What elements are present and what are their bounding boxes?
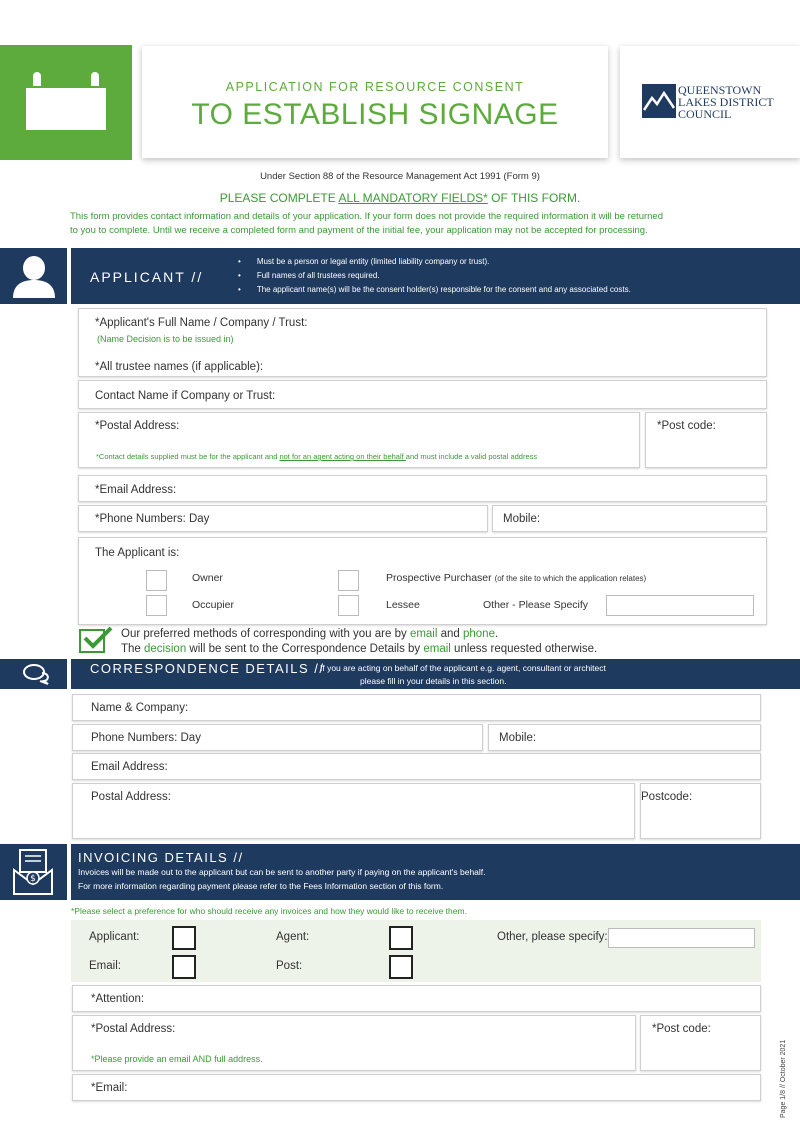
- applicant-phone-field[interactable]: [78, 505, 488, 532]
- chat-bubbles-icon: [22, 663, 52, 685]
- invoice-postal-field[interactable]: [72, 1015, 636, 1071]
- applicant-email-field[interactable]: [78, 475, 767, 502]
- other-specify-input[interactable]: [606, 595, 754, 616]
- invoice-email-label: Email:: [89, 960, 121, 972]
- page-number: Page 1/8 // October 2021: [780, 1039, 787, 1118]
- invoice-applicant-checkbox[interactable]: [172, 926, 196, 950]
- purchaser-label: Prospective Purchaser (of the site to which the application relates): [386, 572, 647, 584]
- contact-name-field[interactable]: [78, 380, 767, 409]
- email-label: *Email Address:: [95, 484, 177, 496]
- postal-label: *Postal Address:: [95, 420, 180, 432]
- lessee-checkbox[interactable]: [338, 595, 359, 616]
- form-supertitle: APPLICATION FOR RESOURCE CONSENT: [225, 80, 525, 94]
- mountain-logo-icon: [642, 84, 676, 118]
- invoice-email-checkbox[interactable]: [172, 955, 196, 979]
- corr-phone-field[interactable]: [72, 724, 483, 751]
- sign-icon: [26, 88, 106, 130]
- invoice-other-input[interactable]: [608, 928, 755, 948]
- trustees-label: *All trustee names (if applicable):: [95, 361, 264, 373]
- phone-label: *Phone Numbers: Day: [95, 513, 210, 525]
- attention-field[interactable]: [72, 985, 761, 1012]
- correspondence-note-1: If you are acting on behalf of the applicant e.g. agent, consultant or architect: [320, 663, 606, 673]
- applicant-type-box: [78, 537, 767, 625]
- sign-post-right: [91, 72, 99, 86]
- applicant-bullets: • Must be a person or legal entity (limited liability company or trust). • Full names of all trustees required. • The applicant name(s) will be the consent holder(s) responsible for the consent and any associated costs.: [258, 255, 631, 297]
- invoice-agent-label: Agent:: [276, 931, 310, 943]
- svg-text:$: $: [30, 874, 36, 884]
- applicant-mobile-field[interactable]: [492, 505, 767, 532]
- corr-postcode-label: Postcode:: [641, 791, 693, 803]
- correspondence-note-2: please fill in your details in this section.: [360, 676, 507, 686]
- preferred-checkmark-box: [79, 629, 105, 653]
- corr-phone-label: Phone Numbers: Day: [91, 732, 201, 744]
- council-logo-card: [620, 46, 800, 158]
- occupier-checkbox[interactable]: [146, 595, 167, 616]
- invoice-post-checkbox[interactable]: [389, 955, 413, 979]
- corr-name-label: Name & Company:: [91, 702, 189, 714]
- invoice-post-label: Post:: [276, 960, 303, 972]
- corr-postal-field[interactable]: [72, 783, 635, 839]
- applicant-postcode-field[interactable]: [645, 412, 767, 468]
- applicant-icon-cell: [0, 248, 67, 304]
- applicant-name-field[interactable]: [78, 308, 767, 377]
- invoice-postcode-field[interactable]: [640, 1015, 761, 1071]
- invoicing-line-2: For more information regarding payment please refer to the Fees Information section of this form.: [78, 881, 444, 891]
- applicant-header-bar: [71, 248, 800, 304]
- corr-email-label: Email Address:: [91, 761, 168, 773]
- complete-instruction: PLEASE COMPLETE ALL MANDATORY FIELDS* OF THIS FORM.: [219, 191, 581, 205]
- corr-postal-label: Postal Address:: [91, 791, 171, 803]
- corr-postcode-field[interactable]: [640, 783, 761, 839]
- invoice-postal-label: *Postal Address:: [91, 1023, 176, 1035]
- other-label: Other - Please Specify: [483, 599, 589, 611]
- correspondence-title: CORRESPONDENCE DETAILS //: [90, 661, 325, 676]
- invoice-postal-note: *Please provide an email AND full address.: [91, 1054, 263, 1064]
- correspondence-icon-cell: [0, 659, 67, 689]
- mobile-label: Mobile:: [503, 513, 541, 525]
- contact-name-label: Contact Name if Company or Trust:: [95, 390, 276, 402]
- applicant-type-label: The Applicant is:: [95, 547, 180, 559]
- invoice-other-label: Other, please specify:: [497, 931, 608, 943]
- occupier-label: Occupier: [192, 599, 235, 611]
- corr-mobile-label: Mobile:: [499, 732, 537, 744]
- invoicing-icon-cell: [0, 844, 67, 900]
- invoice-email-field-label: *Email:: [91, 1082, 128, 1094]
- applicant-title: APPLICANT //: [90, 269, 204, 285]
- invoice-email-field[interactable]: [72, 1074, 761, 1101]
- sign-post-left: [33, 72, 41, 86]
- postcode-label: *Post code:: [657, 420, 716, 432]
- owner-checkbox[interactable]: [146, 570, 167, 591]
- lessee-label: Lessee: [386, 599, 420, 611]
- invoice-applicant-label: Applicant:: [89, 931, 140, 943]
- postal-note: *Contact details supplied must be for the applicant and not for an agent acting on their behalf and must include a valid postal address: [96, 452, 538, 461]
- invoice-postcode-label: *Post code:: [652, 1023, 711, 1035]
- invoicing-header-bar: [71, 844, 800, 900]
- purchaser-checkbox[interactable]: [338, 570, 359, 591]
- correspondence-header-bar: [71, 659, 800, 689]
- checkmark-icon: [83, 626, 113, 650]
- intro-paragraph: This form provides contact information and details of your application. If your form does not provide the required information it will be returned to you to complete. Until we receive a completed form and payment of the initial fee, your application may not be accepted for processing.: [70, 211, 663, 236]
- council-logo-text: QUEENSTOWN LAKES DISTRICT COUNCIL: [678, 83, 774, 121]
- section-reference: Under Section 88 of the Resource Management Act 1991 (Form 9): [260, 171, 540, 182]
- applicant-name-note: (Name Decision is to be issued in): [97, 334, 234, 344]
- invoice-select-note: *Please select a preference for who should receive any invoices and how they would like to receive them.: [71, 906, 467, 916]
- invoicing-title: INVOICING DETAILS //: [78, 850, 244, 865]
- attention-label: *Attention:: [91, 993, 145, 1005]
- invoice-agent-checkbox[interactable]: [389, 926, 413, 950]
- person-icon: [11, 254, 57, 298]
- owner-label: Owner: [192, 572, 223, 584]
- corr-mobile-field[interactable]: [488, 724, 761, 751]
- applicant-name-label: *Applicant's Full Name / Company / Trust:: [95, 317, 308, 329]
- invoicing-line-1: Invoices will be made out to the applicant but can be sent to another party if paying on the applicant's behalf.: [78, 867, 486, 877]
- preferred-methods-text: Our preferred methods of corresponding with you are by email and phone. The decision will be sent to the Correspondence Details by email unless requested otherwise.: [121, 628, 598, 655]
- corr-name-field[interactable]: [72, 694, 761, 721]
- form-title: TO ESTABLISH SIGNAGE: [191, 98, 559, 131]
- invoice-envelope-icon: [12, 848, 54, 896]
- invoice-preference-area: [71, 920, 761, 982]
- corr-email-field[interactable]: [72, 753, 761, 780]
- title-card: [142, 46, 608, 158]
- applicant-postal-field[interactable]: [78, 412, 640, 468]
